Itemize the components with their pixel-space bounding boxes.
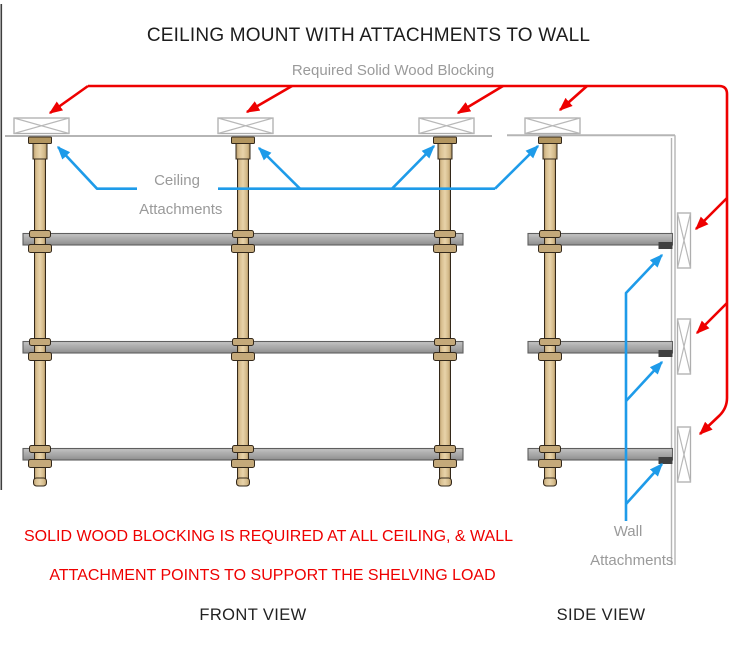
front-view-caption: FRONT VIEW <box>199 606 307 624</box>
blue-arrow <box>626 464 662 504</box>
red-arrow <box>696 198 727 229</box>
red-arrow-spine <box>88 86 727 434</box>
red-arrow <box>697 303 727 333</box>
wall-blocking-boxes <box>678 213 691 482</box>
red-arrow <box>458 86 503 113</box>
shelf-row <box>23 234 673 250</box>
blue-wall-attachment-arrows <box>626 255 662 521</box>
page-title: CEILING MOUNT WITH ATTACHMENTS TO WALL <box>146 25 591 46</box>
shelf-rows <box>23 234 673 465</box>
red-arrow <box>50 86 88 113</box>
wall-blocking-box <box>678 319 691 374</box>
ceiling-attachments-line2: Attachments <box>139 201 223 218</box>
front-post <box>29 137 52 486</box>
wall-blocking-box <box>678 213 691 268</box>
ceiling-attachments-line1: Ceiling <box>154 172 200 189</box>
ceiling-blocking-box <box>525 118 580 134</box>
blocking-note <box>1 527 536 586</box>
red-arrow <box>560 86 587 110</box>
blue-arrow <box>392 146 434 189</box>
blue-arrow <box>626 362 662 401</box>
wall-attachments-line2: Attachments <box>590 552 674 569</box>
blue-arrow <box>495 146 538 189</box>
ceiling-blocking-box <box>218 118 273 134</box>
ceiling-blocking-box <box>419 118 474 134</box>
side-post <box>539 137 562 486</box>
blocking-note-line1: SOLID WOOD BLOCKING IS REQUIRED AT ALL CEILING, & WALL <box>23 528 513 545</box>
ceiling-blocking-boxes <box>14 118 580 134</box>
blue-arrow <box>626 255 662 521</box>
wall-blocking-box <box>678 427 691 482</box>
required-blocking-label: Required Solid Wood Blocking <box>291 62 495 79</box>
side-view-caption: SIDE VIEW <box>556 606 646 624</box>
wall-attachments-label <box>548 525 708 569</box>
shelf-row <box>23 449 673 465</box>
blue-arrow <box>259 148 300 189</box>
wall-attachments-line1: Wall <box>613 523 643 540</box>
ceiling-blocking-box <box>14 118 69 134</box>
red-arrow <box>247 86 292 112</box>
blocking-note-line2: ATTACHMENT POINTS TO SUPPORT THE SHELVING LOAD <box>49 567 496 584</box>
shelf-row <box>23 342 673 358</box>
ceiling-attachments-label <box>97 174 257 218</box>
